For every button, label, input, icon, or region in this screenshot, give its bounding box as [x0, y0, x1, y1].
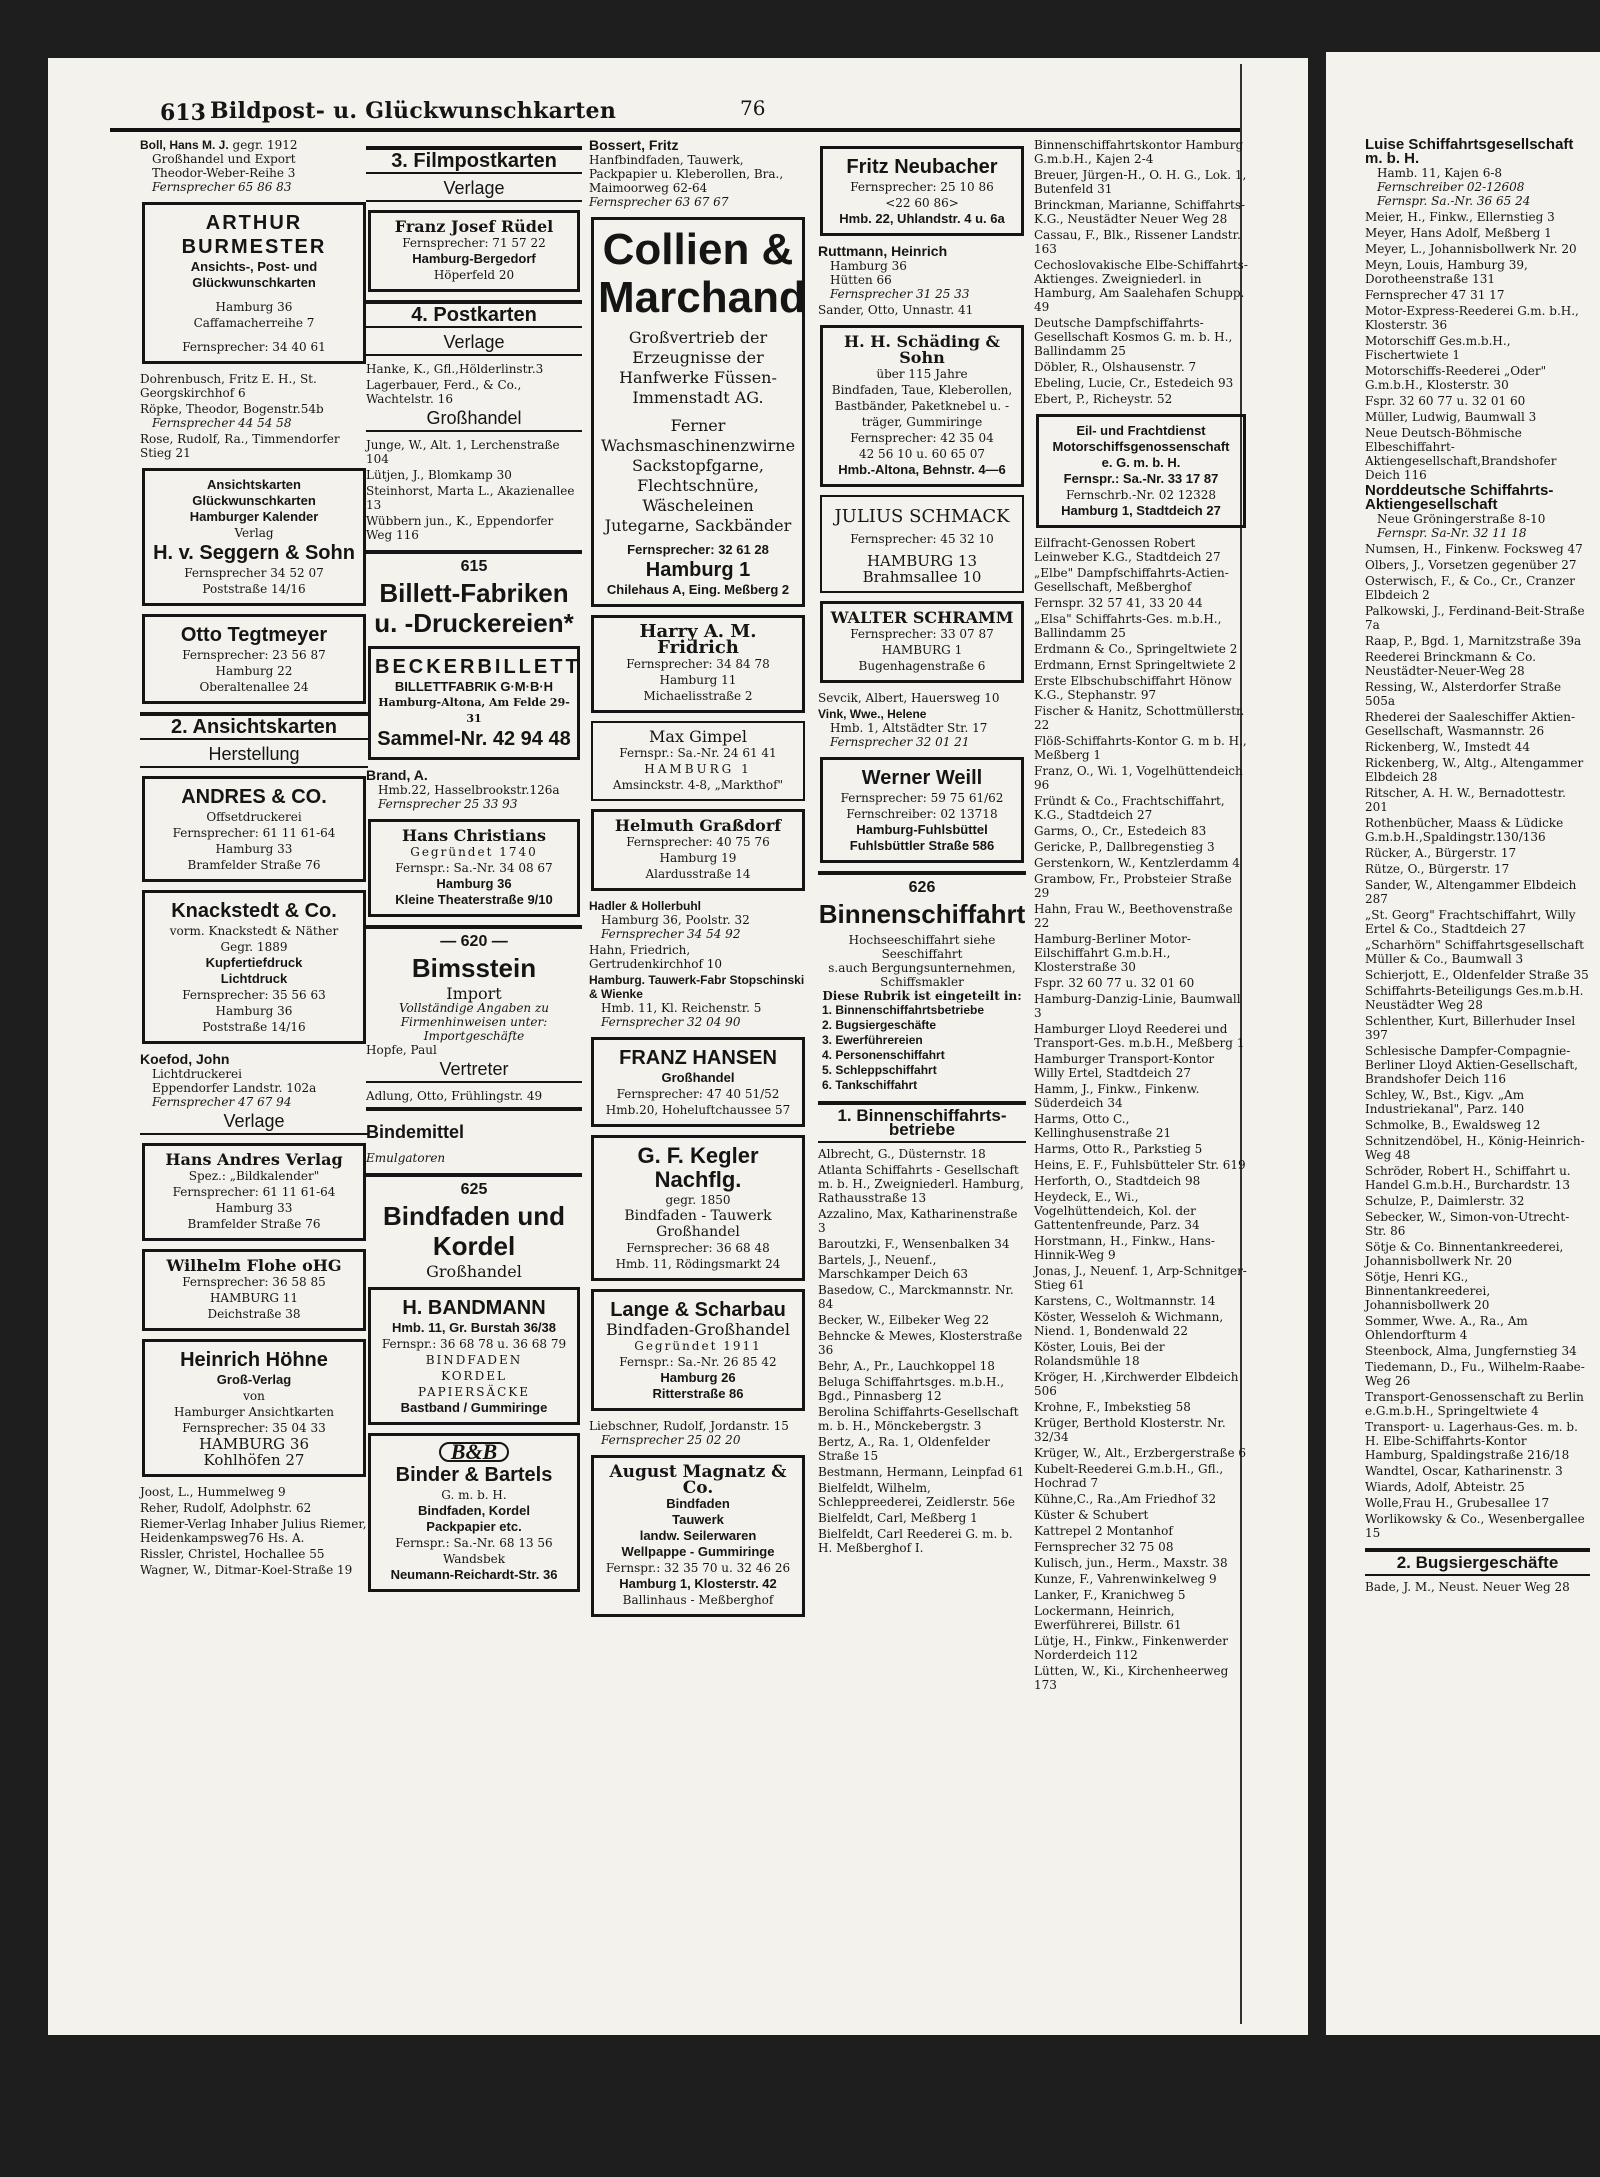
list-item: Hamburg-Berliner Motor-Eilschiffahrt G.m.b.H., Klosterstraße 30: [1034, 932, 1191, 974]
list-item: Berolina Schiffahrts-Gesellschaft m. b. H., Mönckebergstr. 3: [818, 1405, 1019, 1433]
list-item: Hamburger Lloyd Reederei und Transport-Ges. m.b.H., Meßberg 1: [1034, 1022, 1245, 1050]
list-item: Gericke, P., Dallbregenstieg 3: [1034, 840, 1215, 854]
list-item: Gerstenkorn, W., Kentzlerdamm 4: [1034, 856, 1240, 870]
list-item: „St. Georg" Frachtschiffahrt, Willy Ertel & Co., Stadtdeich 27: [1365, 908, 1576, 936]
list-item: Sötje, Henri KG., Binnentankreederei, Johannisbollwerk 20: [1365, 1270, 1491, 1312]
ad-tegtmeyer: Otto Tegtmeyer Fernsprecher: 23 56 87 Hamburg 22 Oberaltenallee 24: [142, 614, 366, 704]
list-item: Azzalino, Max, Katharinenstraße 3: [818, 1207, 1018, 1235]
list-item: Hamburger Transport-Kontor Willy Ertel, Stadtdeich 27: [1034, 1052, 1215, 1080]
list-item: Jonas, J., Neuenf. 1, Arp-Schnitger-Stieg 61: [1034, 1264, 1247, 1292]
listing-luise: Luise Schiffahrtsgesellschaft m. b. H. Hamb. 11, Kajen 6-8 Fernschreiber 02-12608 Fernspr. Sa.-Nr. 36 65 24: [1365, 136, 1574, 208]
listing-bossert: Bossert, Fritz Hanfbindfaden, Tauwerk, Packpapier u. Kleberollen, Bra., Maimoorweg 62-64 Fernsprecher 63 67 67: [589, 137, 784, 209]
list-item: Worlikowsky & Co., Wesenbergallee 15: [1365, 1512, 1585, 1540]
ad-collien-marchand: Collien & Marchand Großvertrieb der Erzeugnisse der Hanfwerke Füssen-Immenstadt AG. Ferner Wachsmaschinenzwirne Sackstopfgarne, Flechtschnüre, Wäscheleinen Jutegarne, Sackbänder Fernsprecher: 32 61 28 Hamburg 1 Chilehaus A, Eing. Meßberg 2: [591, 217, 805, 607]
listing-rose: Rose, Rudolf, Ra., Timmendorfer Stieg 21: [140, 432, 340, 460]
list-item: Flöß-Schiffahrts-Kontor G. m b. H., Meßberg 1: [1034, 734, 1247, 762]
list-item: Numsen, H., Finkenw. Focksweg 47: [1365, 542, 1583, 556]
listing-koefod: Koefod, John Lichtdruckerei Eppendorfer Landstr. 102a Fernsprecher 47 67 94: [140, 1051, 317, 1109]
list-item: Behr, A., Pr., Lauchkoppel 18: [818, 1359, 995, 1373]
list-item: Rhederei der Saaleschiffer Aktien-Gesellschaft, Wasmannstr. 26: [1365, 710, 1576, 738]
binnen-note: Hochseeschiffahrt siehe Seeschiffahrt: [848, 933, 996, 961]
list-item: Schulze, P., Daimlerstr. 32: [1365, 1194, 1525, 1208]
list-item: Ebert, P., Richeystr. 52: [1034, 392, 1173, 406]
list-item: Osterwisch, F., & Co., Cr., Cranzer Elbdeich 2: [1365, 574, 1576, 602]
column-2: [366, 138, 582, 1600]
page-number: 613: [160, 100, 206, 126]
list-item: Rücker, A., Bürgerstr. 17: [1365, 846, 1517, 860]
ad-kegler: G. F. Kegler Nachflg. gegr. 1850 Bindfaden - Tauwerk Großhandel Fernsprecher: 36 68 48 Hmb. 11, Rödingsmarkt 24: [591, 1135, 805, 1281]
list-item: Schnitzendöbel, H., König-Heinrich-Weg 48: [1365, 1134, 1585, 1162]
list-item: Köster, Louis, Bei der Rolandsmühle 18: [1034, 1340, 1165, 1368]
list-item: Hahn, Frau W., Beethovenstraße 22: [1034, 902, 1233, 930]
list-item: Garms, O., Cr., Estedeich 83: [1034, 824, 1207, 838]
column-4: [818, 138, 1026, 1557]
list-item: Ritscher, A. H. W., Bernadottestr. 201: [1365, 786, 1566, 814]
list-item: Wolle,Frau H., Grubesallee 17: [1365, 1496, 1550, 1510]
section-ansichtskarten: 2. Ansichtskarten: [140, 712, 368, 740]
list-item: Karstens, C., Woltmannstr. 14: [1034, 1294, 1216, 1308]
list-item: Hamm, J., Finkw., Finkenw. Süderdeich 34: [1034, 1082, 1200, 1110]
list-item: Heins, E. F., Fuhlsbütteler Str. 619: [1034, 1158, 1246, 1172]
list-item: Köster, Wesseloh & Wichmann, Niend. 1, Bondenwald 22: [1034, 1310, 1224, 1338]
sub-verlage-2: Verlage: [366, 178, 582, 202]
list-item: Binnenschiffahrtskontor Hamburg G.m.b.H., Kajen 2-4: [1034, 138, 1244, 166]
ad-weill: Werner Weill Fernsprecher: 59 75 61/62 Fernschreiber: 02 13718 Hamburg-Fuhlsbüttel Fuhlsbüttler Straße 586: [820, 757, 1024, 863]
column-3: [589, 138, 807, 1625]
list-item: Behncke & Mewes, Klosterstraße 36: [818, 1329, 1023, 1357]
list-item: Erdmann & Co., Springeltwiete 2: [1034, 642, 1238, 656]
listing-tauwerk: Hamburg. Tauwerk-Fabr Stopschinski & Wienke Hmb. 11, Kl. Reichenstr. 5 Fernsprecher 32 04 90: [589, 973, 805, 1029]
sub-verlage-3: Verlage: [366, 332, 582, 356]
listing-wagner: Wagner, W., Ditmar-Koel-Straße 19: [140, 1563, 353, 1577]
category-number-620: — 620 —: [366, 925, 582, 949]
listing-junge: Junge, W., Alt. 1, Lerchenstraße 104: [366, 438, 560, 466]
ad-ruedel: Franz Josef Rüdel Fernsprecher: 71 57 22 Hamburg-Bergedorf Höperfeld 20: [368, 210, 580, 292]
list-item: Palkowski, J., Ferdinand-Beit-Straße 7a: [1365, 604, 1585, 632]
list-item: Horstmann, H., Finkw., Hans-Hinnik-Weg 9: [1034, 1234, 1215, 1262]
list-item: Meyn, Louis, Hamburg 39, Dorotheenstraße 131: [1365, 258, 1528, 286]
list-item: Brinckman, Marianne, Schiffahrts-K.G., Neustädter Neuer Weg 28: [1034, 198, 1246, 226]
sub-herstellung: Herstellung: [140, 744, 368, 768]
ad-christians: Hans Christians Gegründet 1740 Fernspr.: Sa.-Nr. 34 08 67 Hamburg 36 Kleine Theaterstraße 9/10: [368, 819, 580, 917]
listing-norddeutsche: Norddeutsche Schiffahrts-Aktiengesellschaft Neue Gröningerstraße 8-10 Fernspr. Sa-Nr. 32 11 18: [1365, 482, 1554, 540]
list-item: Reederei Brinckmann & Co. Neustädter-Neuer-Weg 28: [1365, 650, 1536, 678]
category-bindfaden: Bindfaden und Kordel: [383, 1201, 565, 1261]
list-item: Heydeck, E., Wi., Vogelhüttendeich, Kol. der Gattentenfreunde, Parz. 34: [1034, 1190, 1200, 1232]
list-item: Albrecht, G., Düsternstr. 18: [818, 1147, 986, 1161]
list-item: Ebeling, Lucie, Cr., Estedeich 93: [1034, 376, 1234, 390]
column-5: [1034, 138, 1248, 1694]
listing-steinhorst: Steinhorst, Marta L., Akazienallee 13: [366, 484, 575, 512]
bb-logo: B&B: [439, 1442, 509, 1462]
list-item: Lanker, F., Kranichweg 5: [1034, 1588, 1186, 1602]
listing-hahn: Hahn, Friedrich, Gertrudenkirchhof 10: [589, 943, 722, 971]
list-item: 4. Personenschiffahrt: [822, 1048, 945, 1062]
ad-magnatz: August Magnatz & Co. Bindfaden Tauwerk landw. Seilerwaren Wellpappe - Gummiringe Fernspr.: 32 35 70 u. 32 46 26 Hamburg 1, Klosterstr. 42 Ballinhaus - Meßberghof: [591, 1455, 805, 1617]
ad-lange-scharbau: Lange & Scharbau Bindfaden-Großhandel Gegründet 1911 Fernspr.: Sa.-Nr. 26 85 42 Hamburg 26 Ritterstraße 86: [591, 1289, 805, 1411]
page-title: Bildpost- u. Glückwunschkarten: [210, 98, 617, 124]
list-item: 6. Tankschiffahrt: [822, 1078, 918, 1092]
listing-bade: Bade, J. M., Neust. Neuer Weg 28: [1365, 1580, 1570, 1594]
list-item: Fründt & Co., Frachtschiffahrt, K.G., Stadtdeich 27: [1034, 794, 1225, 822]
ad-bandmann: H. BANDMANN Hmb. 11, Gr. Burstah 36/38 Fernspr.: 36 68 78 u. 36 68 79 BINDFADEN KORDEL PAPIERSÄCKE Bastband / Gummiringe: [368, 1287, 580, 1425]
list-item: Beluga Schiffahrtsges. m.b.H., Bgd., Pinnasberg 12: [818, 1375, 1005, 1403]
list-item: Schierjott, E., Oldenfelder Straße 35: [1365, 968, 1589, 982]
list-item: Rickenberg, W., Altg., Altengammer Elbdeich 28: [1365, 756, 1584, 784]
list-item: Hamburg-Danzig-Linie, Baumwall 3: [1034, 992, 1241, 1020]
listing-joost: Joost, L., Hummelweg 9: [140, 1485, 286, 1499]
list-item: Bielfeldt, Carl Reederei G. m. b. H. Meßberghof I.: [818, 1527, 1013, 1555]
list-item: „Elbe" Dampfschiffahrts-Actien-Gesellschaft, Meßberghof: [1034, 566, 1229, 594]
bimsstein-note: Vollständige Angaben zu Firmenhinweisen unter: Importgeschäfte: [398, 1001, 550, 1043]
listing-hanke: Hanke, K., Gfl.,Hölderlinstr.3: [366, 362, 544, 376]
list-item: Atlanta Schiffahrts - Gesellschaft m. b. H., Zweigniederl. Hamburg, Rathausstraße 13: [818, 1163, 1024, 1205]
ad-gimpel: Max Gimpel Fernspr.: Sa.-Nr. 24 61 41 HAMBURG 1 Amsinckstr. 4-8, „Markthof": [591, 721, 805, 801]
list-item: Fspr. 32 60 77 u. 32 01 60: [1034, 976, 1195, 990]
ad-knackstedt: Knackstedt & Co. vorm. Knackstedt & Näther Gegr. 1889 Kupfertiefdruck Lichtdruck Fernsprecher: 35 56 63 Hamburg 36 Poststraße 14/16: [142, 890, 366, 1044]
list-item: Lütje, H., Finkw., Finkenwerder Norderdeich 112: [1034, 1634, 1228, 1662]
list-item: Schmolke, B., Ewaldsweg 12: [1365, 1118, 1541, 1132]
binnen-note-3: Diese Rubrik ist eingeteilt in:: [822, 989, 1022, 1003]
ad-frachtdienst: Eil- und Frachtdienst Motorschiffsgenossenschaft e. G. m. b. H. Fernspr.: Sa.-Nr. 33 17 87 Fernschrb.-Nr. 02 12328 Hamburg 1, Stadtdeich 27: [1036, 414, 1246, 528]
page-header: [110, 96, 1240, 132]
subdivision-list: [818, 1003, 1026, 1093]
list-item: Basedow, C., Marckmannstr. Nr. 84: [818, 1283, 1014, 1311]
list-item: Eilfracht-Genossen Robert Leinweber K.G., Stadtdeich 27: [1034, 536, 1221, 564]
list-item: Krüger, W., Alt., Erzbergerstraße 6: [1034, 1446, 1247, 1460]
ad-neubacher: Fritz Neubacher Fernsprecher: 25 10 86 <22 60 86> Hmb. 22, Uhlandstr. 4 u. 6a: [820, 146, 1024, 236]
bindemittel-sub: Emulgatoren: [366, 1151, 446, 1165]
listing-group: [1034, 536, 1248, 1692]
ad-hans-andres: Hans Andres Verlag Spez.: „Bildkalender" Fernsprecher: 61 11 61-64 Hamburg 33 Bramfelder Straße 76: [142, 1143, 366, 1241]
listing-brand: Brand, A. Hmb.22, Hasselbrookstr.126a Fernsprecher 25 33 93: [366, 767, 560, 811]
list-item: Lockermann, Heinrich, Ewerführerei, Billstr. 61: [1034, 1604, 1182, 1632]
list-item: Kühne,C., Ra.,Am Friedhof 32: [1034, 1492, 1217, 1506]
listing-lagerbauer: Lagerbauer, Ferd., & Co., Wachtelstr. 16: [366, 378, 522, 406]
list-item: Sommer, Wwe. A., Ra., Am Ohlendorfturm 4: [1365, 1314, 1528, 1342]
list-item: Grambow, Fr., Probsteier Straße 29: [1034, 872, 1232, 900]
section-binnenschiffahrtsbetriebe: 1. Binnenschiffahrts-betriebe: [818, 1101, 1026, 1143]
list-item: Transport- u. Lagerhaus-Ges. m. b. H. Elbe-Schiffahrts-Kontor Hamburg, Spaldingstraße 216/18: [1365, 1420, 1578, 1462]
list-item: Harms, Otto R., Parkstieg 5: [1034, 1142, 1203, 1156]
listing-luetjen: Lütjen, J., Blomkamp 30: [366, 468, 512, 482]
list-item: Wandtel, Oscar, Katharinenstr. 3: [1365, 1464, 1563, 1478]
list-item: Schlesische Dampfer-Compagnie-Berliner Lloyd Aktien-Gesellschaft, Brandshofer Deich 116: [1365, 1044, 1578, 1086]
listing-dohrenbusch: Dohrenbusch, Fritz E. H., St. Georgskirchhof 6: [140, 372, 317, 400]
list-item: Harms, Otto C., Kellinghusenstraße 21: [1034, 1112, 1172, 1140]
column-1: [140, 138, 368, 1579]
list-item: Tiedemann, D., Fu., Wilhelm-Raabe-Weg 26: [1365, 1360, 1585, 1388]
list-item: Transport-Genossenschaft zu Berlin e.G.m.b.H., Springeltwiete 4: [1365, 1390, 1584, 1418]
binnen-note-2: s.auch Bergungsunternehmen, Schiffsmakler: [828, 961, 1016, 989]
listing-ruttmann: Ruttmann, Heinrich Hamburg 36 Hütten 66 Fernsprecher 31 25 33: [818, 243, 970, 301]
list-item: Krüger, Berthold Klosterstr. Nr. 32/34: [1034, 1416, 1226, 1444]
sub-verlage: Verlage: [140, 1111, 368, 1135]
ad-beckerbillett: BECKERBILLETT BILLETTFABRIK G·M·B·H Hamburg-Altona, Am Felde 29-31 Sammel-Nr. 42 94 48: [368, 646, 580, 760]
ad-schaeding: H. H. Schäding & Sohn über 115 Jahre Bindfaden, Taue, Kleberollen, Bastbänder, Paketknebel u. -träger, Gummiringe Fernsprecher: 42 35 04 42 56 10 u. 60 65 07 Hmb.-Altona, Behnstr. 4—6: [820, 325, 1024, 487]
list-item: Olbers, J., Vorsetzen gegenüber 27: [1365, 558, 1577, 572]
category-number-615: 615: [366, 550, 582, 574]
ad-schmack: JULIUS SCHMACK Fernsprecher: 45 32 10 HAMBURG 13 Brahmsallee 10: [820, 495, 1024, 593]
ad-flohe: Wilhelm Flohe oHG Fernsprecher: 36 58 85 HAMBURG 11 Deichstraße 38: [142, 1249, 366, 1331]
listing-sevcik: Sevcik, Albert, Hauersweg 10: [818, 691, 1000, 705]
list-item: Bestmann, Hermann, Leinpfad 61: [818, 1465, 1025, 1479]
list-item: Schröder, Robert H., Schiffahrt u. Handel G.m.b.H., Burchardstr. 13: [1365, 1164, 1571, 1192]
list-item: Fspr. 32 60 77 u. 32 01 60: [1365, 394, 1526, 408]
list-item: Meier, H., Finkw., Ellernstieg 3: [1365, 210, 1555, 224]
list-item: Rütze, O., Bürgerstr. 17: [1365, 862, 1510, 876]
list-item: Lütten, W., Ki., Kirchenheerweg 173: [1034, 1664, 1229, 1692]
list-item: 2. Bugsiergeschäfte: [822, 1018, 937, 1032]
category-number-625: 625: [366, 1173, 582, 1197]
list-item: Kröger, H. ,Kirchwerder Elbdeich 506: [1034, 1370, 1239, 1398]
list-item: Cassau, F., Blk., Rissener Landstr. 163: [1034, 228, 1241, 256]
list-item: Müller, Ludwig, Baumwall 3: [1365, 410, 1537, 424]
listing-group: [1365, 542, 1590, 1540]
listing-rissler: Rissler, Christel, Hochallee 55: [140, 1547, 325, 1561]
list-item: Sötje & Co. Binnentankreederei, Johannisbollwerk Nr. 20: [1365, 1240, 1564, 1268]
list-item: Fernsprecher 47 31 17: [1365, 288, 1505, 302]
listing-liebschner: Liebschner, Rudolf, Jordanstr. 15 Fernsprecher 25 02 20: [589, 1419, 789, 1447]
list-item: Bartels, J., Neuenf., Marschkamper Deich 63: [818, 1253, 969, 1281]
category-bindemittel: Bindemittel: [366, 1107, 582, 1147]
listing-vink: Vink, Wwe., Helene Hmb. 1, Altstädter Str. 17 Fernsprecher 32 01 21: [818, 707, 988, 749]
list-item: Becker, W., Eilbeker Weg 22: [818, 1313, 990, 1327]
section-bugsiergeschaefte: 2. Bugsiergeschäfte: [1365, 1548, 1590, 1576]
list-item: Franz, O., Wi. 1, Vogelhüttendeich 96: [1034, 764, 1243, 792]
listing-sander: Sander, Otto, Unnastr. 41: [818, 303, 974, 317]
category-binnenschiffahrt: Binnenschiffahrt: [818, 899, 1026, 929]
list-item: Kulisch, jun., Herm., Maxstr. 38: [1034, 1556, 1228, 1570]
ad-schramm: WALTER SCHRAMM Fernsprecher: 33 07 87 HAMBURG 1 Bugenhagenstraße 6: [820, 601, 1024, 683]
list-item: Rickenberg, W., Imstedt 44: [1365, 740, 1530, 754]
category-billett: Billett-Fabriken u. -Druckereien*: [374, 578, 574, 638]
listing-hadler: Hadler & Hollerbuhl Hamburg 36, Poolstr. 32 Fernsprecher 34 54 92: [589, 899, 750, 941]
list-item: Bertz, A., Ra. 1, Oldenfelder Straße 15: [818, 1435, 990, 1463]
list-item: Baroutzki, F., Wensenbalken 34: [818, 1237, 1010, 1251]
list-item: Krohne, F., Imbekstieg 58: [1034, 1400, 1191, 1414]
ad-binder-bartels: B&B Binder & Bartels G. m. b. H. Bindfaden, Kordel Packpapier etc. Fernspr.: Sa.-Nr. 68 13 56 Wandsbek Neumann-Reichardt-Str. 36: [368, 1433, 580, 1592]
listing-riemer: Riemer-Verlag Inhaber Julius Riemer, Heidenkampsweg76 Hs. A.: [140, 1517, 367, 1545]
list-item: Fischer & Hanitz, Schottmüllerstr. 22: [1034, 704, 1245, 732]
list-item: Cechoslovakische Elbe-Schiffahrts-Aktienges. Zweigniederl. in Hamburg, Am Saalehafen Schupp. 49: [1034, 258, 1248, 314]
list-item: Steenbock, Alma, Jungfernstieg 34: [1365, 1344, 1577, 1358]
list-item: Raap, P., Bgd. 1, Marnitzstraße 39a: [1365, 634, 1582, 648]
ad-seggern: Ansichtskarten Glückwunschkarten Hamburger Kalender Verlag H. v. Seggern & Sohn Fernsprecher 34 52 07 Poststraße 14/16: [142, 468, 366, 606]
list-item: Rothenbücher, Maass & Lüdicke G.m.b.H.,Spaldingstr.130/136: [1365, 816, 1564, 844]
list-item: Kubelt-Reederei G.m.b.H., Gfl., Hochrad 7: [1034, 1462, 1224, 1490]
ad-fridrich: Harry A. M. Fridrich Fernsprecher: 34 84 78 Hamburg 11 Michaelisstraße 2: [591, 615, 805, 713]
bindfaden-sub: Großhandel: [426, 1262, 522, 1281]
list-item: Schley, W., Bst., Kigv. „Am Industriekanal", Parz. 140: [1365, 1088, 1525, 1116]
list-item: Kunze, F., Vahrenwinkelweg 9: [1034, 1572, 1217, 1586]
list-item: Deutsche Dampfschiffahrts-Gesellschaft Kosmos G. m. b. H., Ballindamm 25: [1034, 316, 1233, 358]
sub-vertreter: Vertreter: [366, 1059, 582, 1083]
listing-group: [818, 1147, 1026, 1555]
listing-boll: Boll, Hans M. J. gegr. 1912 Großhandel und Export Theodor-Weber-Reihe 3 Fernsprecher 65 86 83: [140, 138, 298, 194]
list-item: „Elsa" Schiffahrts-Ges. m.b.H., Ballindamm 25: [1034, 612, 1222, 640]
list-item: Fernsprecher 32 75 08: [1034, 1540, 1174, 1554]
listing-wuebbern: Wübbern jun., K., Eppendorfer Weg 116: [366, 514, 554, 542]
listing-roepke: Röpke, Theodor, Bogenstr.54b Fernsprecher 44 54 58: [140, 402, 324, 430]
category-bimsstein: Bimsstein: [411, 953, 537, 983]
ad-andres: ANDRES & CO. Offsetdruckerei Fernsprecher: 61 11 61-64 Hamburg 33 Bramfelder Straße 76: [142, 776, 366, 882]
list-item: Motor-Express-Reederei G.m. b.H., Klosterstr. 36: [1365, 304, 1579, 332]
header-center-number: 76: [740, 96, 766, 120]
list-item: Sebecker, W., Simon-von-Utrecht-Str. 86: [1365, 1210, 1570, 1238]
list-item: Herforth, O., Stadtdeich 98: [1034, 1174, 1201, 1188]
list-item: Bielfeldt, Carl, Meßberg 1: [818, 1511, 978, 1525]
list-item: Neue Deutsch-Böhmische Elbeschiffahrt-Aktiengesellschaft,Brandshofer Deich 116: [1365, 426, 1557, 482]
listing-group: [1365, 210, 1590, 482]
list-item: Motorschiff Ges.m.b.H., Fischertwiete 1: [1365, 334, 1511, 362]
list-item: Fernspr. 32 57 41, 33 20 44: [1034, 596, 1203, 610]
list-item: Erste Elbschubschiffahrt Hönow K.G., Stephanstr. 97: [1034, 674, 1232, 702]
list-item: 3. Ewerführereien: [822, 1033, 923, 1047]
list-item: Döbler, R., Olshausenstr. 7: [1034, 360, 1197, 374]
list-item: „Scharhörn" Schiffahrtsgesellschaft Müller & Co., Baumwall 3: [1365, 938, 1584, 966]
listing-reher: Reher, Rudolf, Adolphstr. 62: [140, 1501, 312, 1515]
list-item: Bielfeldt, Wilhelm, Schleppreederei, Zeidlerstr. 56e: [818, 1481, 1016, 1509]
list-item: Schiffahrts-Beteiligungs Ges.m.b.H. Neustädter Weg 28: [1365, 984, 1584, 1012]
column-6: [1365, 138, 1590, 1596]
list-item: Ressing, W., Alsterdorfer Straße 505a: [1365, 680, 1562, 708]
list-item: Motorschiffs-Reederei „Oder" G.m.b.H., Klosterstr. 30: [1365, 364, 1547, 392]
bimsstein-sub: Import: [446, 984, 502, 1003]
listing-adlung: Adlung, Otto, Frühlingstr. 49: [366, 1089, 543, 1103]
list-item: Breuer, Jürgen-H., O. H. G., Lok. 1, Butenfeld 31: [1034, 168, 1247, 196]
ad-burmester: ARTHUR BURMESTER Ansichts-, Post- und Glückwunschkarten Hamburg 36 Caffamacherreihe 7 Fernsprecher: 34 40 61: [142, 202, 366, 364]
category-number-626: 626: [818, 871, 1026, 895]
listing-hopfe: Hopfe, Paul: [366, 1043, 437, 1057]
sub-grosshandel: Großhandel: [366, 408, 582, 432]
list-item: 1. Binnenschiffahrtsbetriebe: [822, 1003, 985, 1017]
ad-hansen: FRANZ HANSEN Großhandel Fernsprecher: 47 40 51/52 Hmb.20, Hoheluftchaussee 57: [591, 1037, 805, 1127]
ad-hoehne: Heinrich Höhne Groß-Verlag von Hamburger Ansichtkarten Fernsprecher: 35 04 33 HAMBURG 36 Kohlhöfen 27: [142, 1339, 366, 1477]
list-item: Schlenther, Kurt, Billerhuder Insel 397: [1365, 1014, 1576, 1042]
list-item: Sander, W., Altengammer Elbdeich 287: [1365, 878, 1577, 906]
list-item: Meyer, Hans Adolf, Meßberg 1: [1365, 226, 1552, 240]
section-postkarten: 4. Postkarten: [366, 300, 582, 328]
ad-grassdorf: Helmuth Graßdorf Fernsprecher: 40 75 76 Hamburg 19 Alardusstraße 14: [591, 809, 805, 891]
listing-group: [1034, 138, 1248, 406]
list-item: Erdmann, Ernst Springeltwiete 2: [1034, 658, 1237, 672]
list-item: Wiards, Adolf, Abteistr. 25: [1365, 1480, 1525, 1494]
list-item: Kattrepel 2 Montanhof: [1034, 1524, 1173, 1538]
list-item: Meyer, L., Johannisbollwerk Nr. 20: [1365, 242, 1577, 256]
list-item: Küster & Schubert: [1034, 1508, 1149, 1522]
list-item: 5. Schleppschiffahrt: [822, 1063, 937, 1077]
section-filmpostkarten: 3. Filmpostkarten: [366, 146, 582, 174]
